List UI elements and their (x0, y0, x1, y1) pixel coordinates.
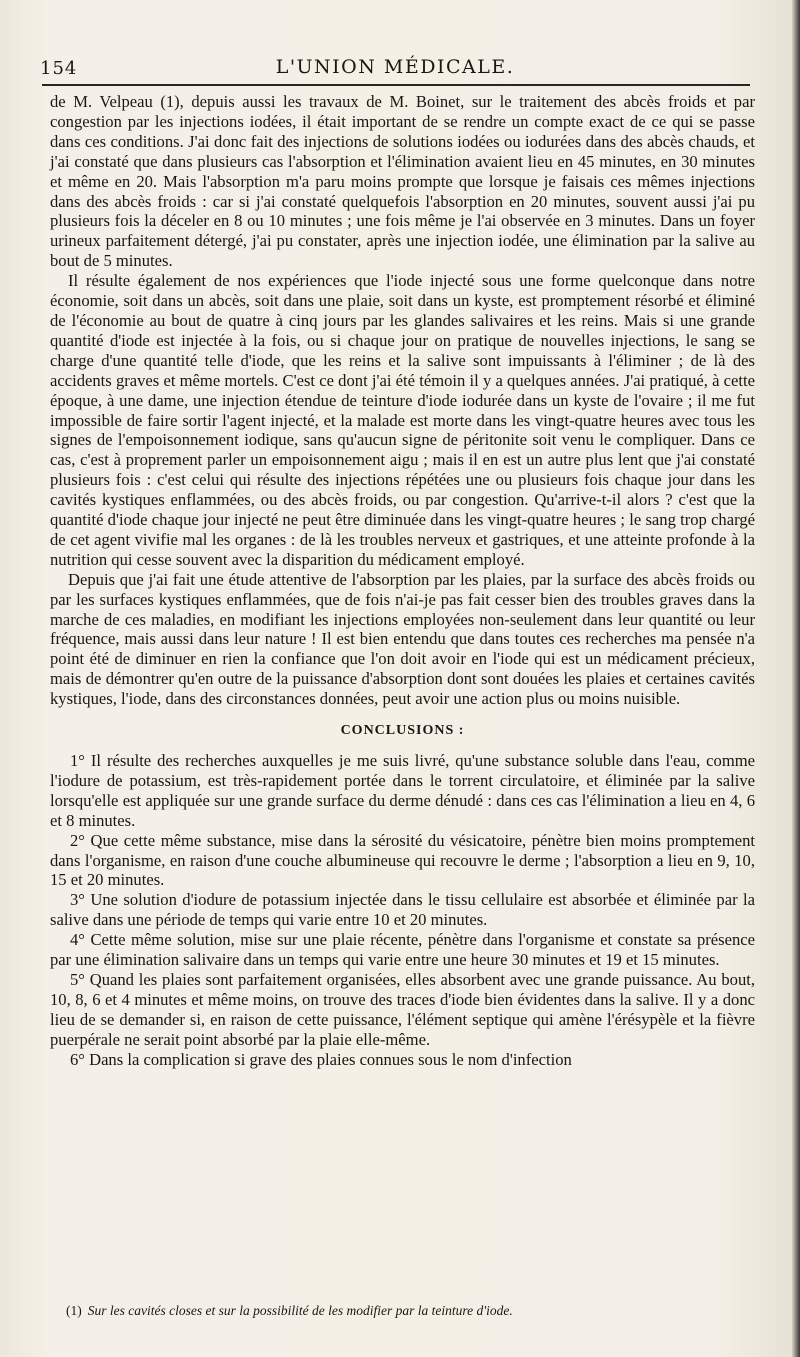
paragraph: Depuis que j'ai fait une étude attentive de l'absorption par les plaies, par la surface des abcès froids ou par les surfaces kystiques enflammées, que de fois n'ai-je pas fait cesser bien des troubles graves dans la marche de ces maladies, en modifiant les injections employées non-seulement dans leur quantité ou leur fréquence, mais aussi dans leur nature ! Il est bien entendu que dans toutes ces recherches ma pensée n'a point été de diminuer en rien la confiance que l'on doit avoir en l'iode qui est un médicament précieux, mais de démontrer qu'en outre de la puissance d'absorption dont sont douées les plaies et certaines cavités kystiques, l'iode, dans des circonstances données, peut avoir une action plus ou moins nuisible. (50, 569, 755, 709)
paragraph: de M. Velpeau (1), depuis aussi les travaux de M. Boinet, sur le traitement des abcès froids et par congestion par les injections iodées, il était important de se rendre un compte exact de ce qui se passe dans ces conditions. J'ai donc fait des injections de solutions iodées ou iodurées dans des abcès chauds, et j'ai constaté que dans plusieurs cas l'absorption et l'élimination avaient lieu en 45 minutes, en 30 minutes et même en 20. Mais l'absorption m'a paru moins prompte que lorsque je faisais ces mêmes injections dans des abcès froids : car si j'ai constaté quelquefois l'absorption en 20 minutes, souvent aussi j'ai pu plusieurs fois la déceler en 8 ou 10 minutes ; une fois même je l'ai observée en 3 minutes. Dans un foyer urineux parfaitement détergé, j'ai pu constater, après une injection iodée, une élimination par la salive au bout de 5 minutes. (50, 92, 755, 271)
article-body (50, 92, 755, 1070)
conclusions-list (50, 751, 755, 1070)
paragraph: Il résulte également de nos expériences que l'iode injecté sous une forme quelconque dans notre économie, soit dans un abcès, soit dans une plaie, soit dans un kyste, est promptement résorbé et éliminé de l'économie au bout de quatre à cinq jours par les glandes salivaires et les reins. Mais si une grande quantité d'iode est injectée à la fois, ou si chaque jour on pratique de nouvelles injections, le sang se charge d'une quantité telle d'iode, que les reins et la salive sont impuissants à l'éliminer ; de là des accidents graves et même mortels. C'est ce dont j'ai été témoin il y a quelques années. J'ai pratiqué, à cette époque, à une dame, une injection étendue de teinture d'iode iodurée dans un kyste de l'ovaire ; il me fut impossible de faire sortir l'agent injecté, et la malade est morte dans les vingt-quatre heures avec tous les signes de l'empoisonnement iodique, sans qu'aucun signe de péritonite soit venu le compliquer. Dans ce cas, c'est à proprement parler un empoisonnement aigu ; mais il en est un autre plus lent que j'ai constaté plusieurs fois : c'est celui qui résulte des injections répétées une ou plusieurs fois chaque jour dans les cavités kystiques enflammées, ou des abcès froids, ou par congestion. Qu'arrive-t-il alors ? c'est que la quantité d'iode chaque jour injecté ne peut être diminuée dans les vingt-quatre heures ; le sang trop chargé de cet agent vivifie mal les organes : de là les troubles nerveux et gastriques, et une atteinte profonde à la nutrition qui cesse souvent avec la disparition du médicament employé. (50, 271, 755, 569)
conclusion-item: 1° Il résulte des recherches auxquelles je me suis livré, qu'une substance soluble dans l'eau, comme l'iodure de potassium, est très-rapidement portée dans le torrent circulatoire, et éliminée par la salive lorsqu'elle est appliquée sur une grande surface du derme dénudé : dans ces cas l'élimination a lieu en 4, 6 et 8 minutes. (50, 751, 755, 830)
conclusions-heading: CONCLUSIONS : (340, 723, 465, 739)
conclusion-item: 6° Dans la complication si grave des plaies connues sous le nom d'infection (70, 1049, 572, 1069)
footnote-mark: (1) (66, 1303, 82, 1318)
footnote-text: Sur les cavités closes et sur la possibilité de les modifier par la teinture d'iode. (87, 1303, 513, 1318)
page-number: 154 (40, 58, 78, 79)
conclusion-item: 4° Cette même solution, mise sur une plaie récente, pénètre dans l'organisme et constate sa présence par une élimination salivaire dans un temps qui varie entre une heure 30 minutes et 19 et 15 minutes. (50, 930, 755, 970)
conclusion-item: 2° Que cette même substance, mise dans la sérosité du vésicatoire, pénètre bien moins promptement dans l'organisme, en raison d'une couche albumineuse qui recouvre le derme ; l'absorption a lieu en 9, 10, 15 et 20 minutes. (50, 830, 755, 890)
page-header (40, 52, 750, 82)
conclusion-item: 3° Une solution d'iodure de potassium injectée dans le tissu cellulaire est absorbée et éliminée par la salive dans une période de temps qui varie entre 10 et 20 minutes. (50, 890, 755, 930)
running-title: L'UNION MÉDICALE. (275, 56, 515, 78)
footnote (66, 1303, 756, 1319)
header-rule (42, 84, 750, 86)
page-edge-shadow (792, 0, 800, 1357)
conclusion-item: 5° Quand les plaies sont parfaitement organisées, elles absorbent avec une grande puissance. Au bout, 10, 8, 6 et 4 minutes et même moins, on trouve des traces d'iode bien évidentes dans la salive. Il y a donc lieu de se demander si, en raison de cette puissance, l'élément septique qui amène l'érésypèle et la fièvre puerpérale ne serait point absorbé par la plaie elle-même. (50, 969, 755, 1049)
